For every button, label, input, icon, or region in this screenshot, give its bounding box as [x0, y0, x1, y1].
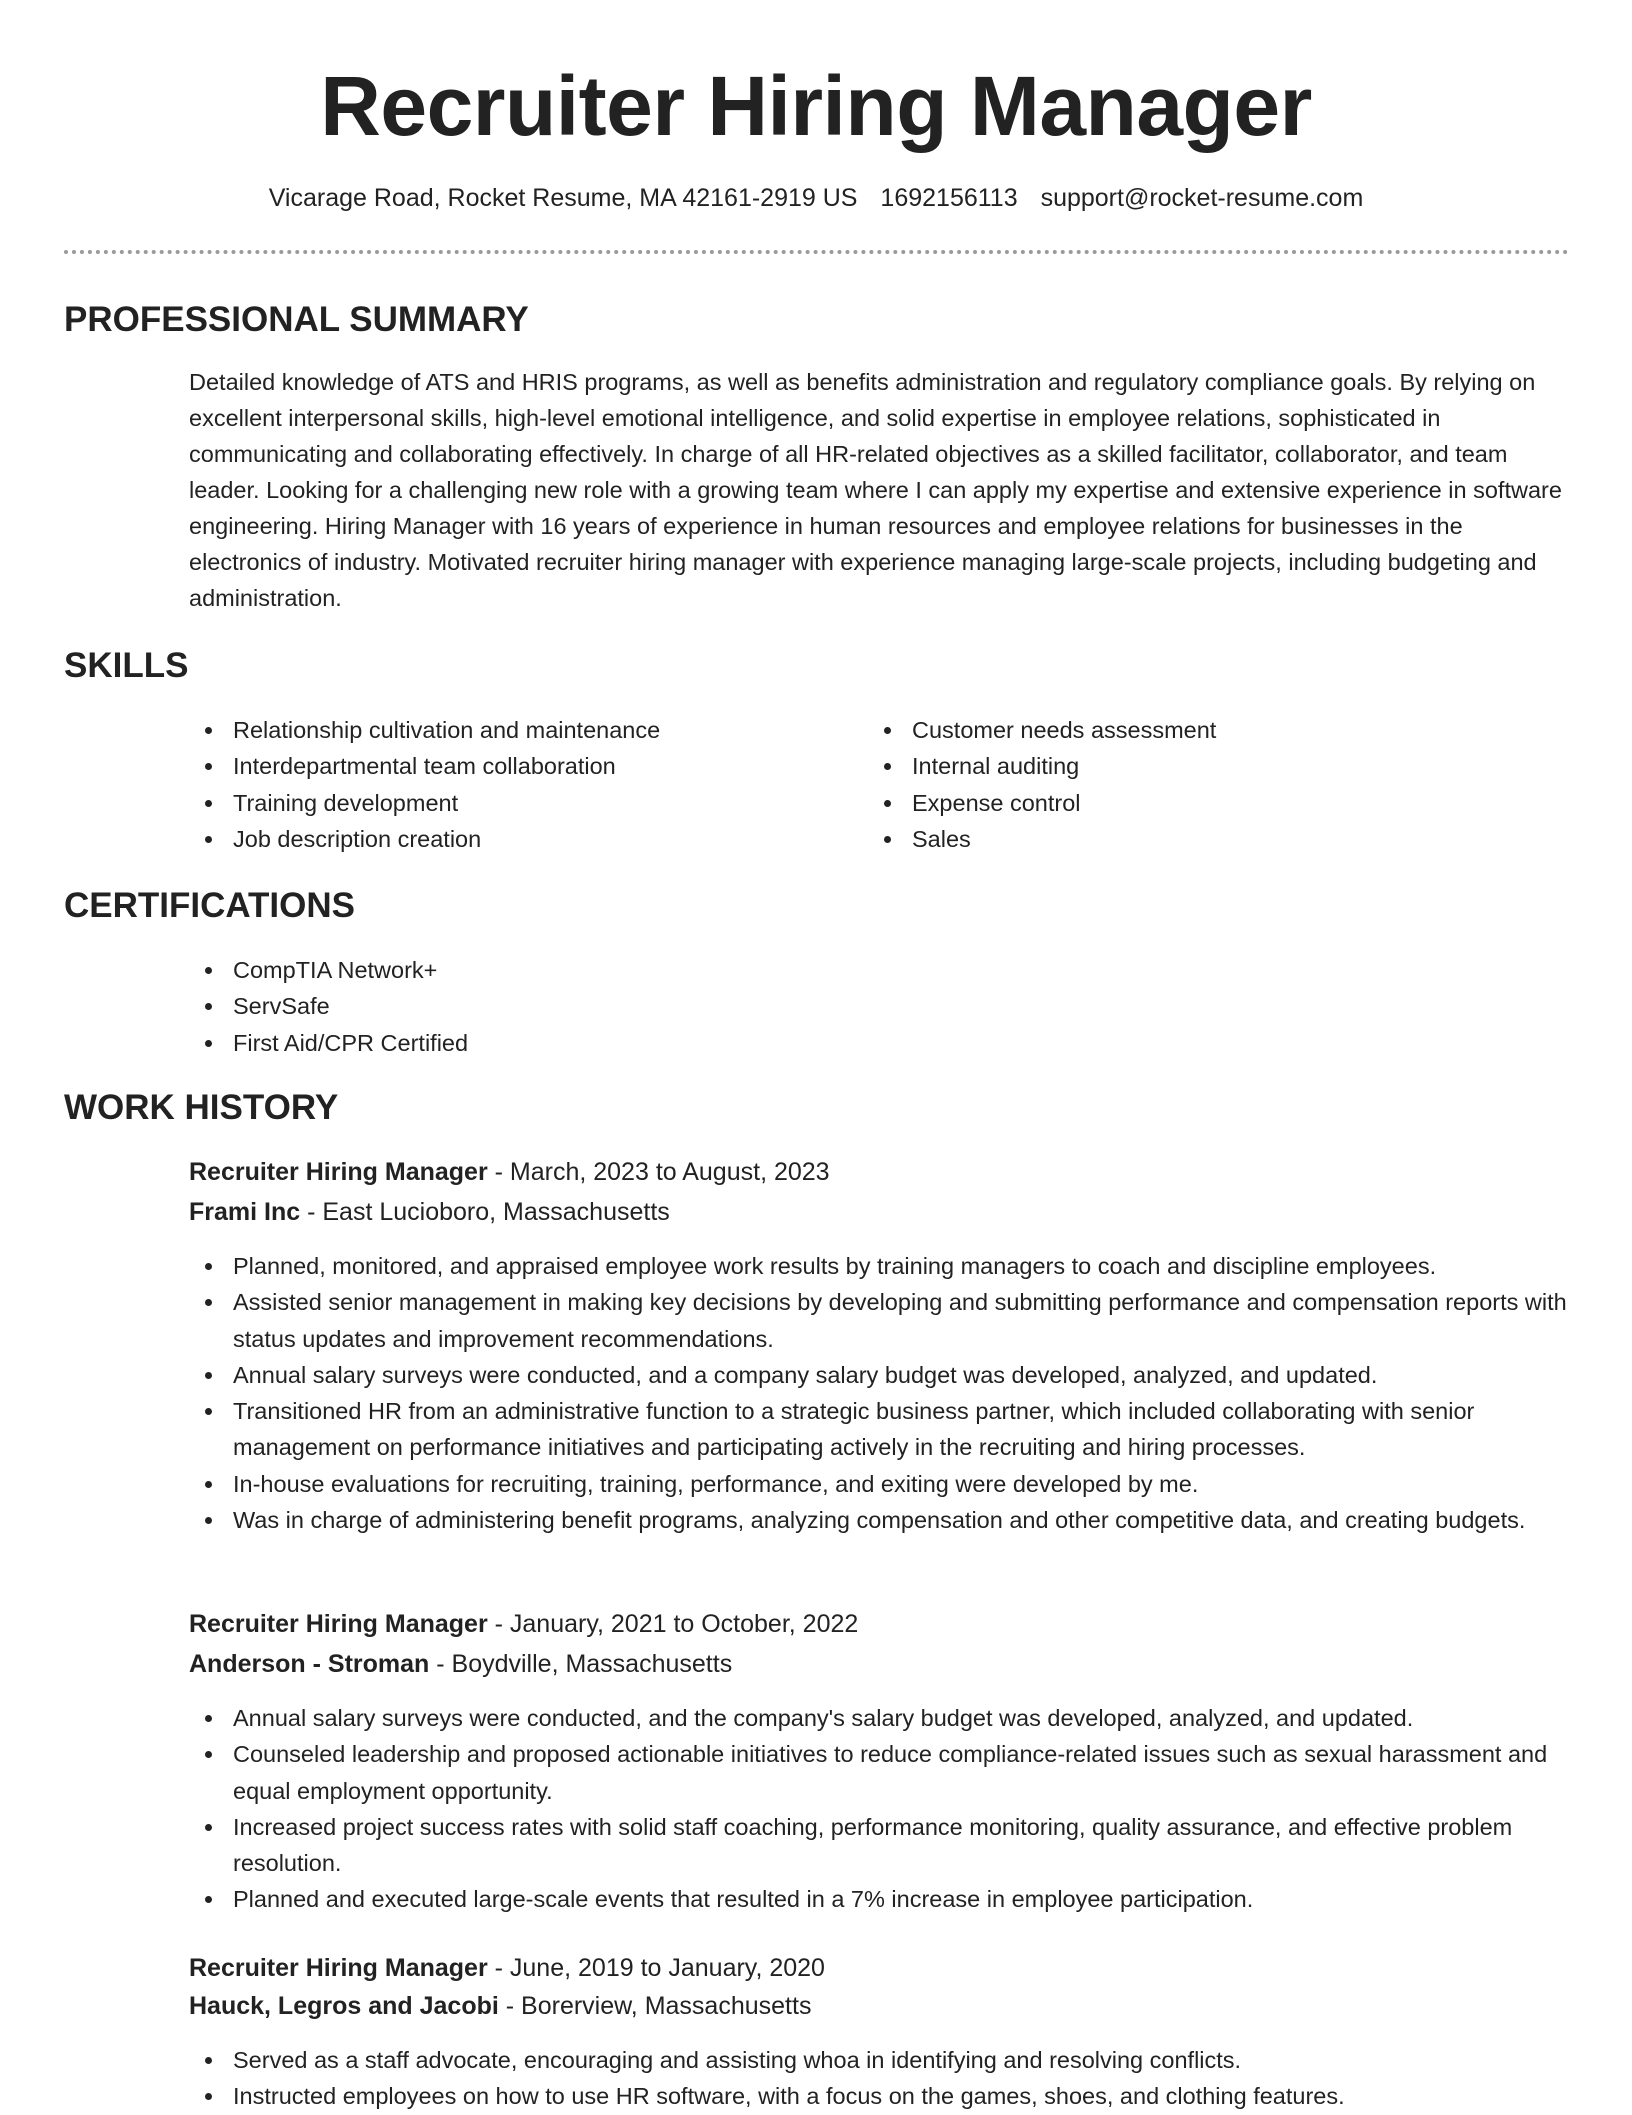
certification-item: First Aid/CPR Certified [189, 1025, 468, 1061]
skill-item: Customer needs assessment [868, 712, 1216, 748]
job-role: Recruiter Hiring Manager [189, 1954, 488, 1982]
header-divider [64, 250, 1569, 254]
job-bullet: Transitioned HR from an administrative function to a strategic business partner, which included collaborating with senior management on performance initiatives and participating actively in the recruiting and hiring processes. [189, 1393, 1569, 1466]
skill-item: Expense control [868, 785, 1216, 821]
job-title-line [189, 1154, 830, 1190]
job-title-line [189, 1950, 825, 1986]
skills-list-right [868, 712, 1216, 857]
skill-item: Job description creation [189, 821, 660, 857]
contact-email: support@rocket-resume.com [1040, 184, 1364, 212]
job-bullet: Counseled leadership and proposed actionable initiatives to reduce compliance-related issues such as sexual harassment and equal employment opportunity. [189, 1736, 1569, 1809]
job-bullet: In-house evaluations for recruiting, training, performance, and exiting were developed by me. [189, 1466, 1569, 1502]
job-bullet: Planned and executed large-scale events that resulted in a 7% increase in employee participation. [189, 1881, 1569, 1917]
job-location: - East Lucioboro, Massachusetts [300, 1198, 670, 1226]
job-dates: - March, 2023 to August, 2023 [487, 1158, 830, 1186]
work-history-heading: WORK HISTORY [64, 1088, 339, 1127]
job-role: Recruiter Hiring Manager [189, 1610, 488, 1638]
job-company-line [189, 1988, 811, 2024]
job-dates: - January, 2021 to October, 2022 [487, 1610, 859, 1638]
job-role: Recruiter Hiring Manager [189, 1158, 488, 1186]
job-company-line [189, 1646, 732, 1682]
job-location: - Borerview, Massachusetts [498, 1992, 812, 2020]
contact-address: Vicarage Road, Rocket Resume, MA 42161-2919 US [268, 184, 858, 212]
job-bullets [189, 1248, 1569, 1538]
job-dates: - June, 2019 to January, 2020 [487, 1954, 825, 1982]
job-bullet: Increased project success rates with solid staff coaching, performance monitoring, quality assurance, and effective problem resolution. [189, 1809, 1569, 1882]
job-bullet: Assisted senior management in making key decisions by developing and submitting performance and compensation reports with status updates and improvement recommendations. [189, 1284, 1569, 1357]
skill-item: Relationship cultivation and maintenance [189, 712, 660, 748]
certifications-list [189, 952, 468, 1061]
skill-item: Interdepartmental team collaboration [189, 748, 660, 784]
job-bullet: Planned, monitored, and appraised employee work results by training managers to coach and discipline employees. [189, 1248, 1569, 1284]
summary-heading: PROFESSIONAL SUMMARY [64, 300, 529, 339]
job-bullets [189, 2042, 1569, 2115]
certification-item: ServSafe [189, 988, 468, 1024]
job-bullet: Instructed employees on how to use HR software, with a focus on the games, shoes, and clothing features. [189, 2078, 1569, 2114]
summary-text: Detailed knowledge of ATS and HRIS programs, as well as benefits administration and regulatory compliance goals. By relying on excellent interpersonal skills, high-level emotional intelligence, and solid expertise in employee relations, sophisticated in communicating and collaborating effectively. In charge of all HR-related objectives as a skilled facilitator, collaborator, and team leader. Looking for a challenging new role with a growing team where I can apply my expertise and extensive experience in software engineering. Hiring Manager with 16 years of experience in human resources and employee relations for businesses in the electronics of industry. Motivated recruiter hiring manager with experience managing large-scale projects, including budgeting and administration. [189, 369, 1562, 611]
skill-item: Sales [868, 821, 1216, 857]
job-company: Hauck, Legros and Jacobi [189, 1992, 499, 2020]
job-bullet: Annual salary surveys were conducted, and the company's salary budget was developed, analyzed, and updated. [189, 1700, 1569, 1736]
job-company: Anderson - Stroman [189, 1650, 430, 1678]
skill-item: Training development [189, 785, 660, 821]
skills-list-left [189, 712, 660, 857]
certifications-heading: CERTIFICATIONS [64, 886, 356, 925]
job-title-line [189, 1606, 858, 1642]
job-location: - Boydville, Massachusetts [429, 1650, 733, 1678]
job-company: Frami Inc [189, 1198, 301, 1226]
job-bullets [189, 1700, 1569, 1918]
job-bullet: Annual salary surveys were conducted, and a company salary budget was developed, analyzed, and updated. [189, 1357, 1569, 1393]
contact-line [0, 180, 1632, 216]
candidate-name: Recruiter Hiring Manager [320, 59, 1312, 153]
contact-phone: 1692156113 [880, 184, 1018, 212]
job-company-line [189, 1194, 670, 1230]
certification-item: CompTIA Network+ [189, 952, 468, 988]
skill-item: Internal auditing [868, 748, 1216, 784]
job-bullet: Was in charge of administering benefit programs, analyzing compensation and other competitive data, and creating budgets. [189, 1502, 1569, 1538]
skills-heading: SKILLS [64, 646, 189, 685]
job-bullet: Served as a staff advocate, encouraging and assisting whoa in identifying and resolving conflicts. [189, 2042, 1569, 2078]
